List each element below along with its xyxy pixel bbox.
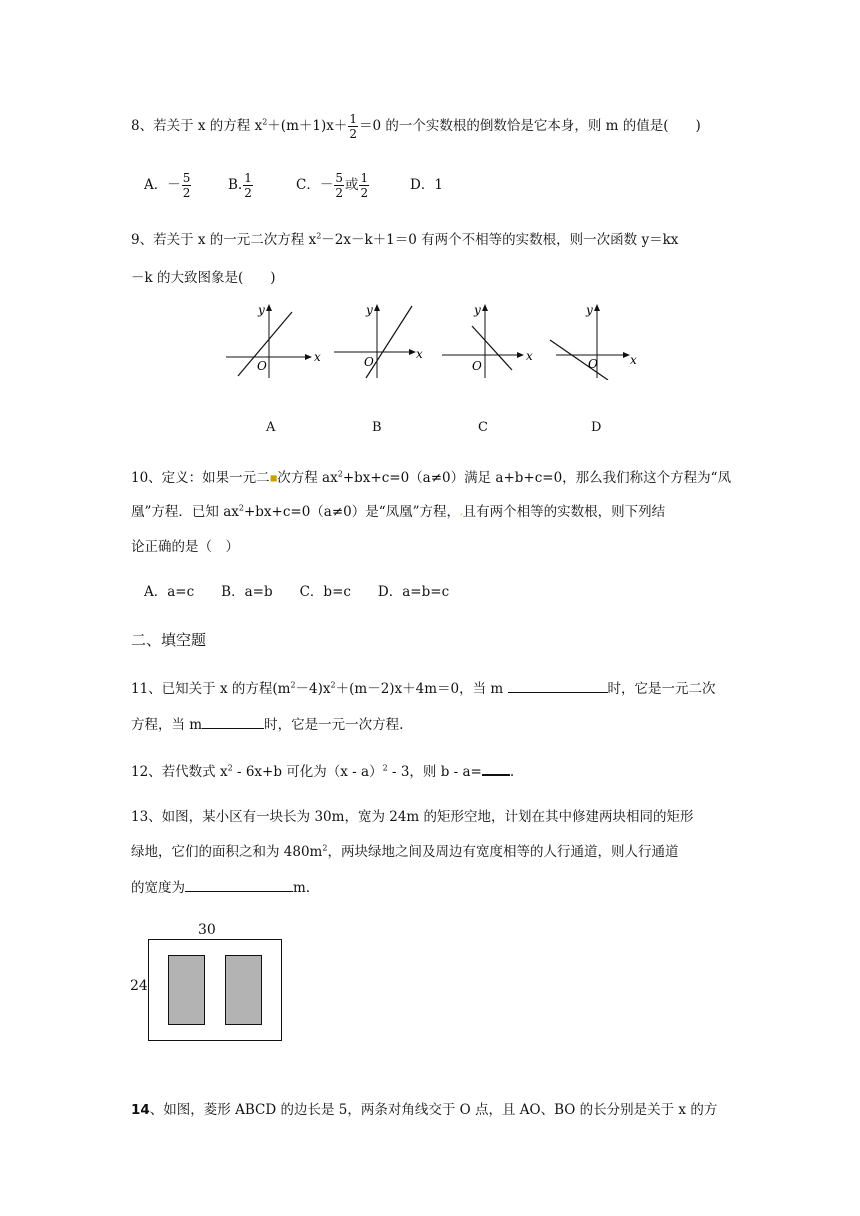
function-line (550, 340, 608, 380)
q9-stem-line2: －k 的大致图象是( ) (131, 270, 276, 286)
origin-label: O (588, 357, 598, 371)
q8-option-c: C．－ $\frac{5}{2}$ 或 $\frac{1}{2}$ (296, 171, 369, 200)
q9-label-a: A (266, 420, 276, 435)
q8-option-d: D．1 (410, 177, 443, 193)
origin-label: O (364, 355, 374, 369)
green-plot-left (169, 956, 205, 1025)
q14-stem: 14、如图，菱形 ABCD 的边长是 5，两条对角线交于 O 点，且 AO、BO 的长分别是关于 x 的方 (131, 1102, 718, 1118)
q8-option-a: A．－ $\frac{5}{2}$ (144, 171, 191, 200)
q11-stem-line1: 11、已知关于 x 的方程$(m^2-4)x^2+(m-2)x+4m=0$，当 m 时，它是一元二次 (131, 678, 716, 699)
q9-label-d: D (591, 420, 602, 435)
q12-stem: 12、若代数式 $x^2 - 6x+b$ 可化为（x - a）$^2$ - 3，则 b - a= . (131, 760, 514, 782)
q13-stem-line2: 绿地，它们的面积之和为 $480m^2$，两块绿地之间及周边有宽度相等的人行通道，则人行通道 (131, 843, 679, 860)
q9-label-b: B (372, 420, 382, 435)
q10-options: A．a=c B．a=b C．b=c D．a=b=c (144, 584, 450, 600)
q12-blank[interactable] (482, 760, 510, 776)
origin-label: O (257, 359, 267, 373)
x-axis-arrow (517, 352, 524, 358)
q9-graph-b (334, 300, 434, 380)
green-plot-right (226, 956, 262, 1025)
y-axis-arrow (594, 304, 600, 311)
y-axis-arrow (266, 304, 272, 311)
q13-stem-line3: 的宽度为 m. (131, 877, 310, 898)
q11-blank-2[interactable] (202, 714, 264, 729)
x-label: x (630, 353, 637, 367)
q9-graph-a (226, 300, 326, 380)
q9-graph-c (442, 300, 542, 380)
x-label: x (526, 349, 533, 363)
q8-option-b: B. $\frac{1}{2}$ (228, 171, 252, 200)
y-label: y (258, 303, 265, 317)
q13-figure-width-label: 30 (198, 922, 216, 938)
x-axis-arrow (409, 349, 416, 355)
q8-stem: 8、若关于 x 的方程 $x^2+(m+1)x+$ $\frac{1}{2}$ ＝0 的一个实数根的倒数恰是它本身，则 m 的值是( ) (131, 112, 701, 141)
q9-label-c: C (478, 420, 488, 435)
x-axis-arrow (305, 354, 312, 360)
q13-figure (148, 939, 282, 1041)
origin-label: O (472, 359, 482, 373)
y-axis-arrow (374, 304, 380, 311)
x-axis-arrow (623, 352, 630, 358)
x-label: x (416, 347, 423, 361)
y-label: y (366, 303, 373, 317)
section-heading-fill-in: 二、填空题 (131, 631, 207, 649)
q11-stem-line2: 方程，当 m 时，它是一元一次方程. (131, 714, 403, 735)
q9-stem-line1: 9、若关于 x 的一元二次方程 $x^2-2x-k+1=0$ 有两个不相等的实数根，则一次函数 y＝kx (131, 231, 679, 248)
q13-blank[interactable] (185, 877, 293, 892)
q13-stem-line1: 13、如图，某小区有一块长为 30m，宽为 24m 的矩形空地，计划在其中修建两块相同的矩形 (131, 809, 694, 825)
q11-blank-1[interactable] (508, 678, 608, 693)
q8-fraction: $\frac{1}{2}$ (349, 112, 357, 141)
q10-stem-line3: 论正确的是（ ） (131, 539, 239, 555)
y-label: y (586, 303, 593, 317)
q13-figure-height-label: 24 (130, 978, 148, 994)
q10-stem-line2: 凰”方程．已知 $ax^2+bx+c=0(a\ne 0)$是“凤凰”方程，,且有两个相等的实数根，则下列结 (131, 503, 666, 520)
q10-stem-line1: 10、定义：如果一元二■次方程 $ax^2+bx+c=0(a\ne 0)$满足 a+b+c=0，那么我们称这个方程为“凤 (131, 469, 732, 486)
y-axis-arrow (482, 304, 488, 311)
y-label: y (474, 303, 481, 317)
q9-graph-d (548, 300, 648, 380)
x-label: x (314, 350, 321, 364)
